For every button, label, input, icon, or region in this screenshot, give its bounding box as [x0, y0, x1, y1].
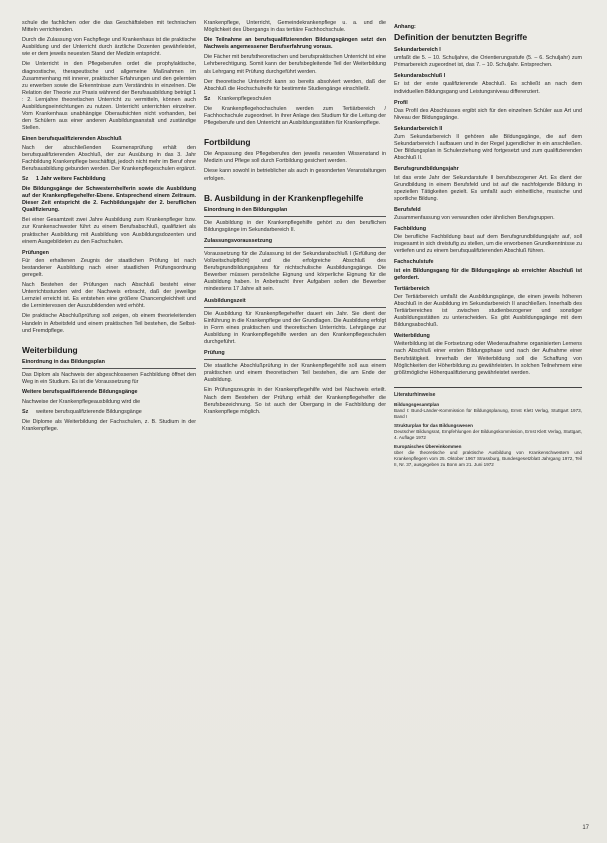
- list-item: [204, 96, 386, 103]
- definition: Das Profil des Abschlusses ergibt sich für den einzelnen Schüler aus Art und Niveau der Bildungsgänge.: [394, 107, 582, 121]
- definition: Zusammenfassung von verwandten oder ähnlichen Berufsgruppen.: [394, 214, 555, 221]
- term: Berufsgrundbildungsjahr: [394, 166, 459, 173]
- paragraph-bold: Weitere berufsqualifizierende Bildungsgänge: [22, 389, 138, 396]
- paragraph: Die Diplome als Weiterbildung der Fachschulen, z. B. Studium in der Krankenpflege.: [22, 419, 196, 433]
- subheading: Einen berufsqualifizierenden Abschluß: [22, 136, 122, 143]
- term: Weiterbildung: [394, 333, 430, 340]
- literature-entry: Band I: Bund-Länder-Kommission für Bildungsplanung, Ernst Klett Verlag, Stuttgart 1973, Band I: [394, 407, 582, 419]
- appendix-title: Definition der benutzten Begriffe: [394, 32, 528, 43]
- subheading: Prüfung: [204, 350, 225, 357]
- list-item-text: Krankenpflegeschulen: [218, 95, 272, 102]
- literature-box: [394, 387, 582, 468]
- paragraph: Für den erhaltenen Zeugnis der staatlichen Prüfung ist nach bestandener Ausbildung nach einer staatlichen Prüfungsordnung geregelt.: [22, 257, 196, 278]
- paragraph: Die Unterricht in den Pflegeberufen ordet die prophylaktische, diagnostische, therapeutische und allgemeine Maßnahmen im Zusammenhang mit innerer, praktischer Erfahrungen und den gelernten zu erwerben sowie die Erkenntnisse zum Verständnis in einzelnen. Die Relation der Theorie zur Praxis während der Berufsausbildung beträgt 1 : 2. Lernjahre theoretischen Unterricht zu vermitteln, können auch Ausbildungseinrichtungen zu nutzen. Unterricht unterrichten einzelner. Vom Krankenhaus unabhängige Oberaufsichten nicht vorhanden, bei den Schülern aus einer anderen Ausbildungsanstalt und zuständige Stellen.: [22, 61, 196, 132]
- page-number: 17: [582, 825, 589, 831]
- divider: [204, 247, 386, 248]
- paragraph: schule die fachlichen oder die das Geschäftsleben mit technischen Mitteln verrichtenden.: [22, 20, 196, 34]
- definition: Die berufliche Fachbildung baut auf dem Berufsgrundbildungsjahr auf, soll insgesamt in sich dreistufig zu stellen, um die erworbenen Grundkenntnisse zu vertiefen und zu einem berufsqualifizierenden Abschluß führen.: [394, 234, 582, 255]
- subheading: Ausbildungszeit: [204, 297, 246, 304]
- paragraph: Nach der abschließenden Examensprüfung erhält den berufsqualifizierenden Abschluß, der zur Ausübung in das 3. Jahr Fachbildung Krankenpflege beschäftigt, jedoch nicht mehr im Beruf ohne Berufsausbildung gebunden werden. Der Krankenpflegeschulen ergänzt.: [22, 144, 196, 172]
- paragraph: Die Ausbildung in der Krankenpflegehilfe gehört zu den beruflichen Bildungsgänge im Sekundarbereich II.: [204, 219, 386, 233]
- subheading: Einordnung in das Bildungsplan: [22, 358, 105, 365]
- term: Sekundarbereich I: [394, 47, 441, 54]
- paragraph: Die Anpassung des Pflegeberufes den jeweils neuesten Wissenstand in Medizin und Pflege soll durch Fortbildung gesichert werden.: [204, 151, 386, 165]
- paragraph: Die praktische Abschlußprüfung soll zeigen, ob einem theorieleitenden Handeln in Arbeitsfeld und einem praktischen Teil bestehen, die Selbst- und Fremdpflege.: [22, 313, 196, 334]
- term: Fachbildung: [394, 226, 427, 233]
- list-item-text: 1 Jahr weitere Fachbildung: [36, 175, 106, 182]
- section-heading: Weiterbildung: [22, 344, 78, 355]
- divider: [204, 216, 386, 217]
- list-item-label: Sz: [204, 95, 211, 102]
- term: Tertiärbereich: [394, 285, 430, 292]
- subheading: Zulassungsvoraussetzung: [204, 237, 272, 244]
- term: Fachschulstufe: [394, 259, 434, 266]
- list-item: [22, 409, 196, 416]
- paragraph: Bei einer Gesamtzeit zwei Jahre Ausbildung zum Krankenpfleger bzw. zur Krankenschwester führt zu einem Berufsabschluß, qualifiziert als praktischer Ausbildung mit Ausbildung von Ausbildungsdozenten und einem Ausgebildeten zu den Fachschulen.: [22, 217, 196, 245]
- column-middle: [204, 20, 386, 820]
- paragraph: Der theoretische Unterricht kann so bereits absolviert werden, daß der Abschluß die Hochschulreife für bestimmte Studiengänge einschließt.: [204, 78, 386, 92]
- paragraph: Durch die Zulassung von Fachpflege und Krankenhaus ist die praktische Ausbildung und der Unterricht durch ärztliche Dozenten gewährleistet, wie er dem jeweils neuesten Stand der Medizin entspricht.: [22, 37, 196, 58]
- paragraph: Nachweise der Krankenpflegeausbildung wird die: [22, 399, 141, 406]
- paragraph: Krankenpflege, Unterricht, Gemeindekrankenpflege u. a. und die Möglichkeit des Übergangs in das tertiäre Fachhochschule.: [204, 20, 386, 34]
- list-item: [22, 176, 196, 183]
- paragraph: Die Krankenpflegehochschulen werden zum Tertiärbereich / Fachhochschule zugeordnet. In ihrer Anlage des Studium für die Leitung der Pflegeberufe und den Unterricht an Ausbildungsstätten für Krankenpflege.: [204, 105, 386, 127]
- divider: [22, 368, 196, 369]
- paragraph: Ein Prüfungszeugnis in der Krankenpflegehilfe wird bei Nachweis erteilt. Nach dem Bestehen der Prüfung erhält der Krankenpflegehelfer die Berufsbezeichnung. So ist auch der Übergang in die Fachbildung der Krankenpflege möglich.: [204, 387, 386, 415]
- definition: Zum Sekundarbereich II gehören alle Bildungsgänge, die auf dem Sekundarbereich I aufbauen und in der Regel jugendlicher in ein anschließen. Der Bildungsplan in Schulerziehung wird fortgesetzt und zum qualifizierenden Abschluß II.: [394, 134, 582, 162]
- definition: umfaßt die 5. – 10. Schuljahre, die Orientierungsstufe (5. – 6. Schuljahr) zum Primarbereich zugeordnet ist, das 7. – 10. Schuljahr. Entsprechen.: [394, 55, 582, 69]
- paragraph: Nach Bestehen der Prüfungen nach Abschluß besteht einer Unterrichtsstunden wird der Nachweis erbracht, daß der jeweilige Lernziel erreicht ist. Es entstehen eine größere Chancengleichheit und die Lerninteressen der Auszubildenden wird erhöht.: [22, 282, 196, 310]
- appendix-label: Anhang:: [394, 24, 416, 30]
- paragraph: Die staatliche Abschlußprüfung in der Krankenpflegehilfe soll aus einem praktischen und einem theoretischen Teil bestehen, die am Ende der Ausbildung.: [204, 363, 386, 384]
- literature-entry-title: Bildungsgesamtplan: [394, 401, 440, 407]
- paragraph-bold: Die Bildungsgänge der Schwesternhelferin sowie die Ausbildung auf der Krankenpflegehelfer-Ebene. Entsprechend einem Zeitraum. Dieser Zeit entspricht die 2. Fachbildungsjahr der 2. beruflichen Qualifizierung.: [22, 185, 196, 214]
- column-right: [394, 20, 582, 820]
- list-item-label: Sz: [22, 175, 29, 182]
- term: Profil: [394, 99, 408, 106]
- paragraph: Die Ausbildung für Krankenpflegehelfer dauert ein Jahr. Sie dient der Einführung in die Krankenpflege und der Grundlagen. Die Ausbildung erfolgt in Form eines praktischen und theoretischen Unterrichts. Lehrgänge zur Ausbildung in Krankenpflegehilfe werden an den Krankenpflegeschulen durchgeführt.: [204, 310, 386, 345]
- section-heading: B. Ausbildung in der Krankenpflegehilfe: [204, 192, 364, 203]
- definition: Der Tertiärbereich umfaßt die Ausbildungsgänge, die einen jeweils höheren Abschluß in der Ausbildung im Sekundarbereich II anschließen. Innerhalb des Tertiärbereiches ist zwischen studienbezogener und sonstiger Ausbildungsstätten zu unterscheiden. Es gibt Ausbildungsgänge mit dem Bildungsabschluß.: [394, 293, 582, 329]
- paragraph-bold: Die Teilnahme an berufsqualifizierenden Bildungsgängen setzt den Nachweis angemessener Berufserfahrung voraus.: [204, 37, 386, 51]
- literature-entry-title: Strukturplan für das Bildungswesen: [394, 422, 473, 428]
- definition: Ist das erste Jahr der Sekundarstufe II berufsbezogener Art. Es dient der Grundbildung in einem Berufsfeld und ist auf die nachfolgende Bildung in speziellen Tätigkeiten gezielt. Es umfaßt auch einheitliche, musische und sportliche Bildung.: [394, 174, 582, 202]
- term: Sekundarabschluß I: [394, 73, 446, 80]
- term: Berufsfeld: [394, 206, 421, 213]
- definition: Er ist der erste qualifizierende Abschluß. Es schließt an nach dem individuellen Bildungsgang und Leistungsniveau differenziert.: [394, 81, 582, 95]
- literature-entry-title: Europäisches Übereinkommen: [394, 443, 462, 449]
- subheading: Einordnung in den Bildungsplan: [204, 206, 288, 213]
- list-item-label: Sz: [22, 409, 29, 416]
- paragraph: Voraussetzung für die Zulassung ist der Sekundarabschluß I (Erfüllung der Vollzeitschulpflicht) und die erfolgreiche Abschluß des Berufsgrundbildungsjahres für nichtschulische Ausbildungsgänge. Die Bewerber müssen persönliche Eignung und körperliche Eignung für die Ausbildung haben. In Anbetracht ihrer Aufgaben sollen die Bewerber mindestens 17 Jahre alt sein.: [204, 250, 386, 293]
- paragraph: Diese kann sowohl in betrieblicher als auch in gesonderten Veranstaltungen erfolgen.: [204, 168, 386, 182]
- term: Sekundarbereich II: [394, 125, 443, 132]
- paragraph: Die Fächer mit berufstheoretischen und berufspraktischen Unterricht ist eine Lehrberechtigung. Somit kann der berufsbegleitende Teil der Weiterbildung als Lehrgang mit Prüfung durchgeführt werden.: [204, 54, 386, 75]
- definition: ist ein Bildungsgang für die Bildungsgänge ab erreichter Abschluß ist gefordert.: [394, 267, 582, 281]
- literature-entry: über die theoretische und praktische Ausbildung von Krankenschwestern und Krankenpflegern vom 25. Oktober 1967 Strassburg, Bundesgesetzblatt Jahrgang 1972, Teil II, Nr. 37, ausgegeben zu Bonn am 21. Juni 1972: [394, 449, 582, 467]
- definition: Weiterbildung ist die Fortsetzung oder Wiederaufnahme organisierten Lernens nach Abschluß einer ersten Bildungsphase und nach der Aufnahme einer Berufstätigkeit. Innerhalb der Weiterbildung soll die Schaffung von Möglichkeiten der Höherbildung zu gewährleisten. In solchen Teilnehmern eine größtmögliche Höherqualifizierung gewährleistet werden.: [394, 341, 582, 376]
- divider: [204, 359, 386, 360]
- literature-title: Literaturhinweise: [394, 391, 436, 398]
- divider: [204, 307, 386, 308]
- literature-entry: Deutscher Bildungsrat, Empfehlungen der Bildungskommission, Ernst Klett Verlag, Stuttgart, 4. Auflage 1972: [394, 428, 582, 440]
- paragraph: Das Diplom als Nachweis der abgeschlossenen Fachbildung öffnet den Weg in ein Studium. Es ist die Voraussetzung für: [22, 371, 196, 385]
- section-heading: Fortbildung: [204, 137, 251, 148]
- column-left: [22, 20, 196, 820]
- subheading: Prüfungen: [22, 249, 49, 256]
- list-item-text: weitere berufsqualifizierende Bildungsgänge: [36, 409, 142, 416]
